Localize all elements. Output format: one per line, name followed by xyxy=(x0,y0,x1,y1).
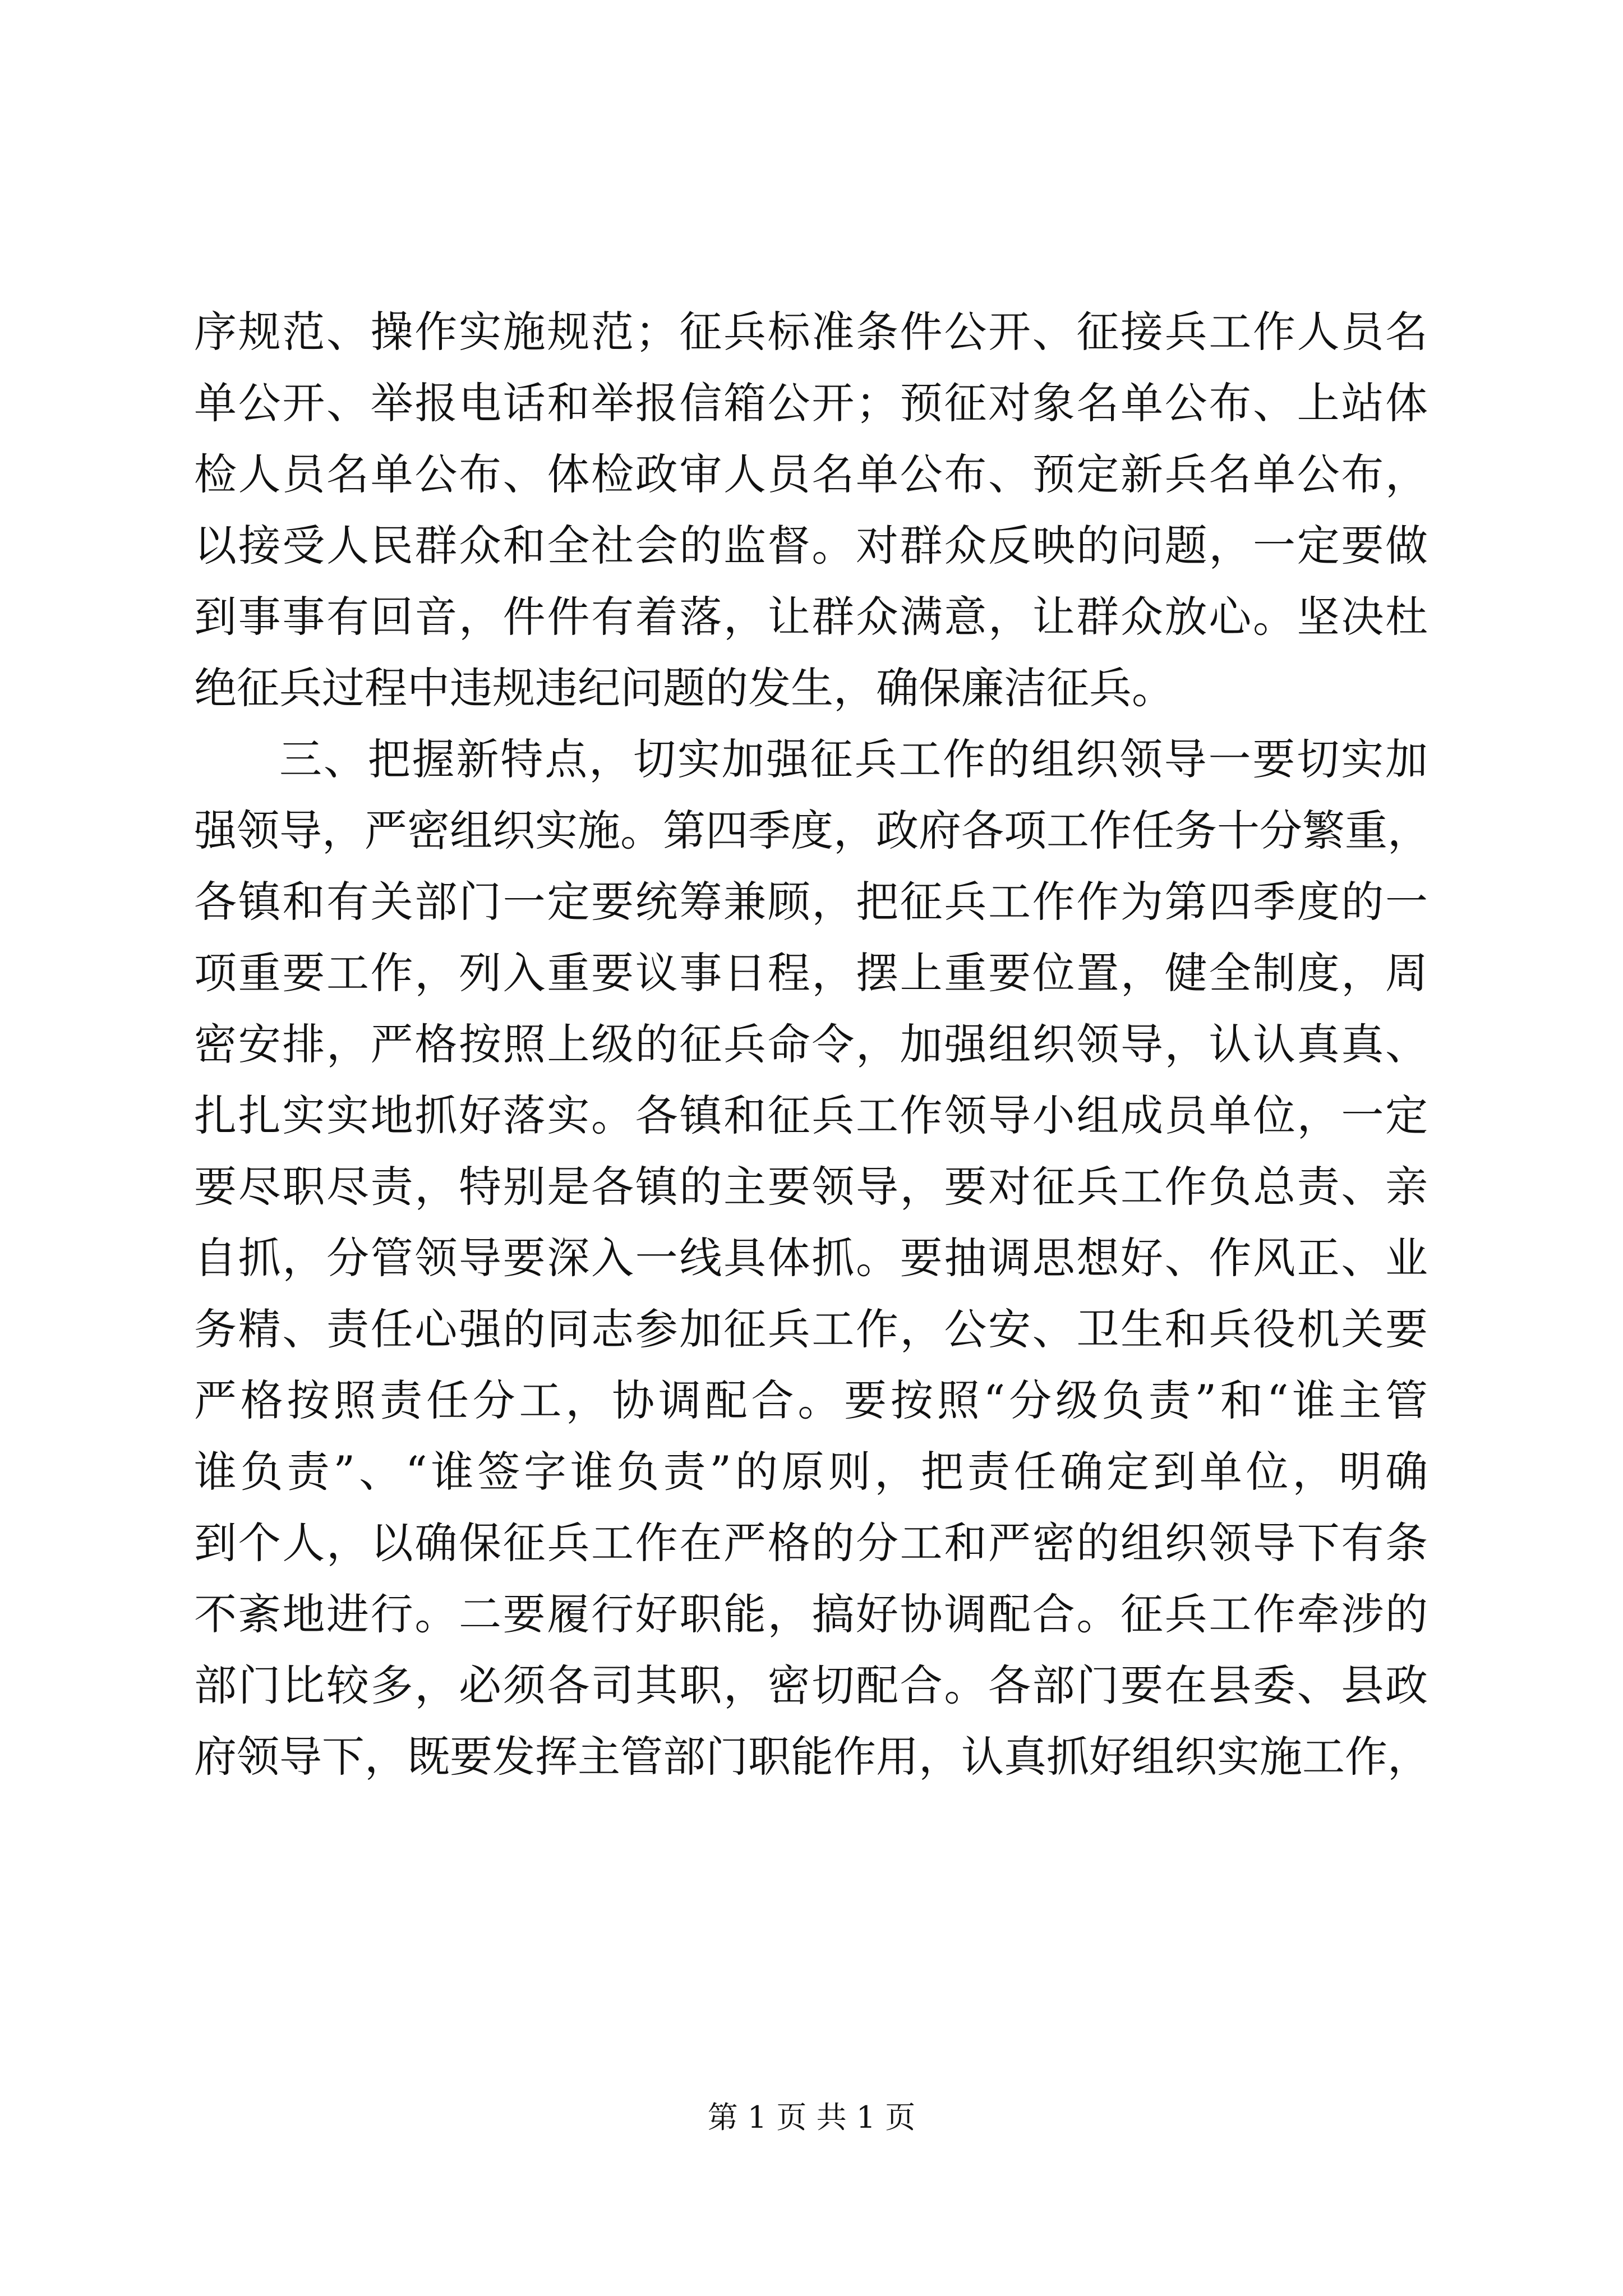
text-line: 绝征兵过程中违规违纪问题的发生，确保廉洁征兵。 xyxy=(194,663,1174,713)
paragraph-first-line: 三、把握新特点，切实加强征兵工作的组织领导一要切实加 xyxy=(279,734,1428,784)
text-line: 项重要工作，列入重要议事日程，摆上重要位置，健全制度，周 xyxy=(194,948,1428,998)
text-line: 严格按照责任分工，协调配合。要按照“分级负责”和“谁主管 xyxy=(194,1375,1428,1425)
text-line: 扎扎实实地抓好落实。各镇和征兵工作领导小组成员单位，一定 xyxy=(194,1091,1428,1140)
text-line: 部门比较多，必须各司其职，密切配合。各部门要在县委、县政 xyxy=(194,1660,1428,1710)
text-line: 强领导，严密组织实施。第四季度，政府各项工作任务十分繁重， xyxy=(194,806,1430,855)
text-line: 谁负责”、“谁签字谁负责”的原则，把责任确定到单位，明确 xyxy=(194,1447,1428,1497)
page-number-footer: 第 1 页 共 1 页 xyxy=(707,2100,916,2135)
text-line: 到个人，以确保征兵工作在严格的分工和严密的组织领导下有条 xyxy=(194,1518,1428,1568)
text-line: 以接受人民群众和全社会的监督。对群众反映的问题，一定要做 xyxy=(194,521,1428,570)
document-body xyxy=(194,296,1428,1792)
text-line: 不紊地进行。二要履行好职能，搞好协调配合。征兵工作牵涉的 xyxy=(194,1589,1428,1639)
text-line: 序规范、操作实施规范；征兵标准条件公开、征接兵工作人员名 xyxy=(194,307,1428,357)
text-line: 自抓，分管领导要深入一线具体抓。要抽调思想好、作风正、业 xyxy=(194,1233,1428,1283)
text-line: 密安排，严格按照上级的征兵命令，加强组织领导，认认真真、 xyxy=(194,1019,1428,1069)
text-line: 要尽职尽责，特别是各镇的主要领导，要对征兵工作负总责、亲 xyxy=(194,1162,1428,1212)
text-line: 府领导下，既要发挥主管部门职能作用，认真抓好组织实施工作， xyxy=(194,1732,1430,1782)
text-line: 各镇和有关部门一定要统筹兼顾，把征兵工作作为第四季度的一 xyxy=(194,877,1428,927)
text-line: 单公开、举报电话和举报信箱公开；预征对象名单公布、上站体 xyxy=(194,378,1428,428)
text-line: 务精、责任心强的同志参加征兵工作，公安、卫生和兵役机关要 xyxy=(194,1304,1428,1354)
text-line: 到事事有回音，件件有着落，让群众满意，让群众放心。坚决杜 xyxy=(194,592,1428,642)
text-line: 检人员名单公布、体检政审人员名单公布、预定新兵名单公布， xyxy=(194,449,1428,499)
